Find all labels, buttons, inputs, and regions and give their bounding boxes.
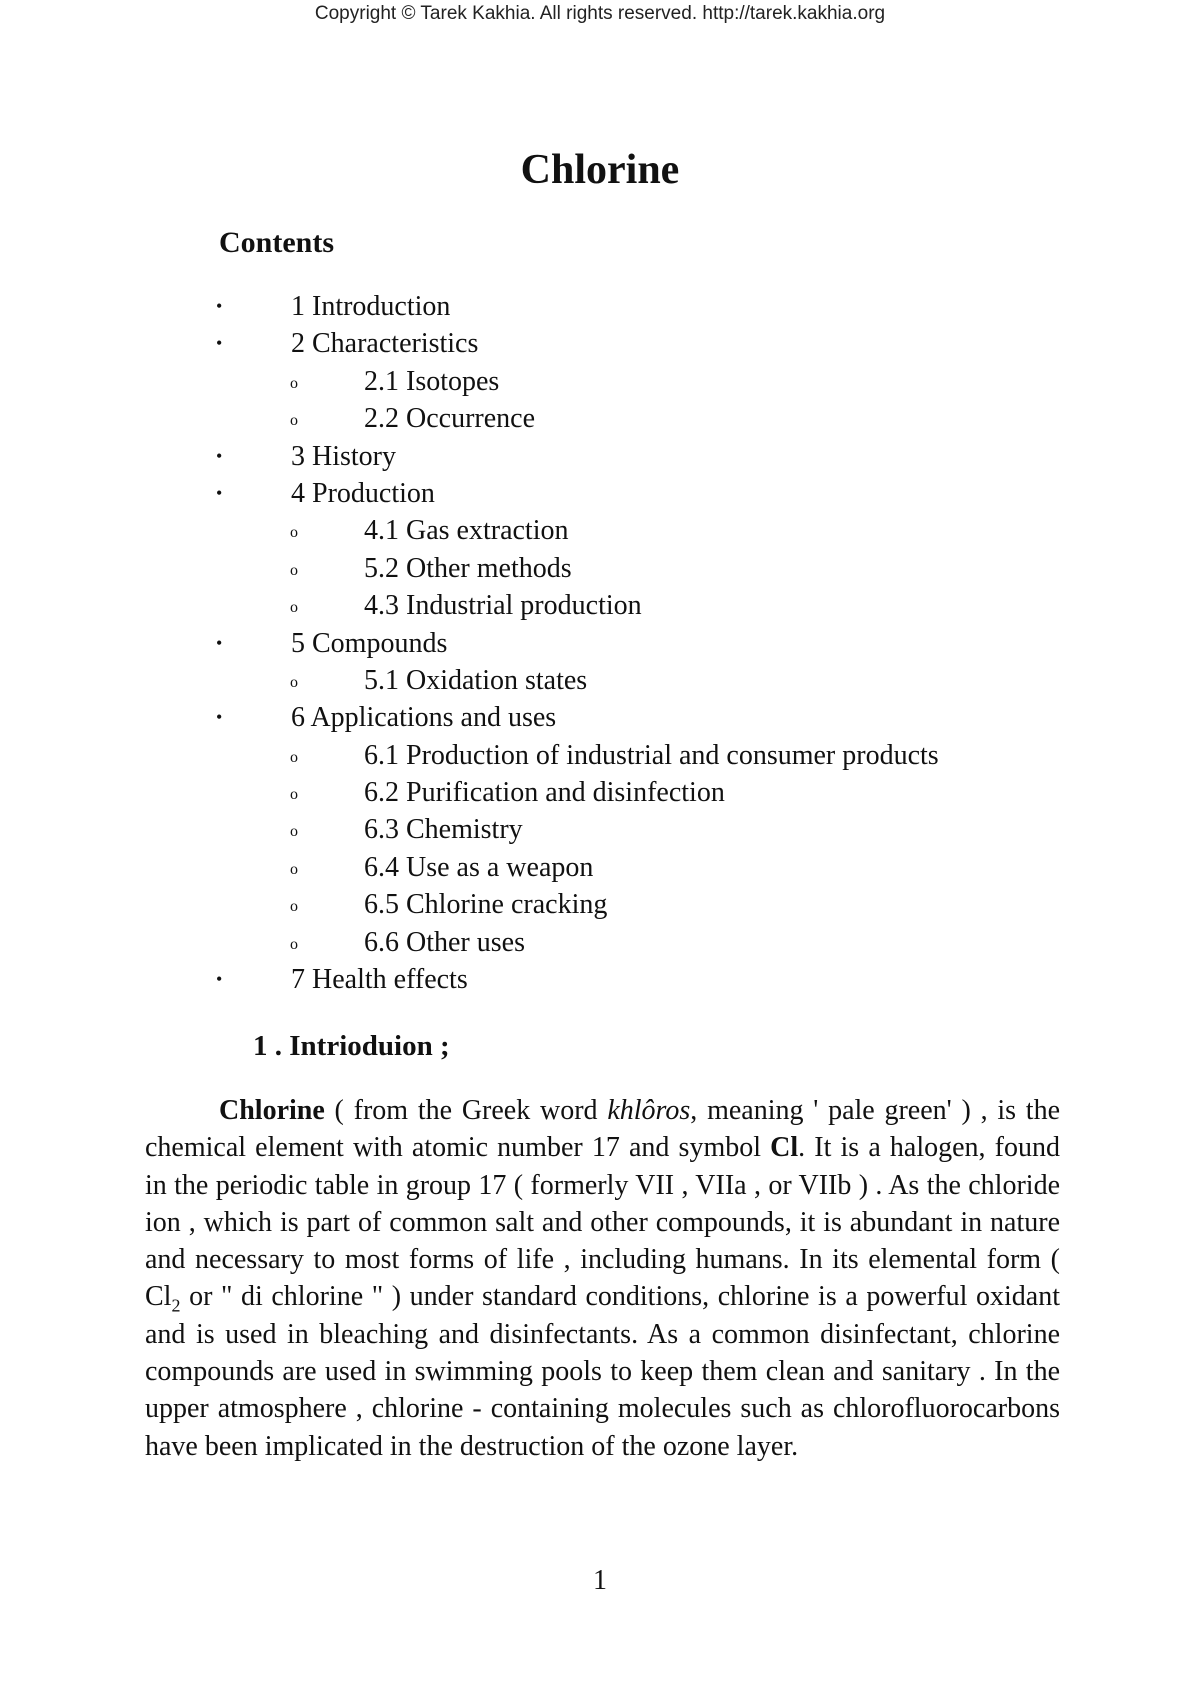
- sub-bullet-icon: o: [290, 898, 298, 916]
- paragraph-text-3: . It is a halogen, found in the periodic table in group 17 ( formerly VII , VIIa , or VIIb ) . As the chloride ion , which is part of common salt and other compounds, it is abundant in nature and necessary to most forms of life , including humans. In its elemental form ( Cl: [145, 1132, 1061, 1313]
- toc-item-label: 3 History: [291, 440, 396, 472]
- toc-item[interactable]: [0, 363, 1200, 400]
- toc-item-label: 5.1 Oxidation states: [364, 664, 588, 696]
- toc-item-label: 4 Production: [291, 477, 435, 509]
- toc-item[interactable]: [0, 811, 1200, 848]
- page-title: Chlorine: [520, 147, 680, 193]
- paragraph-greek-word: khlôros: [607, 1095, 691, 1126]
- toc-item-label: 2.1 Isotopes: [364, 365, 500, 397]
- sub-bullet-icon: o: [290, 524, 298, 542]
- toc-item-label: 4.3 Industrial production: [364, 590, 642, 622]
- toc-item-label: 6.6 Other uses: [364, 926, 525, 958]
- toc-item[interactable]: [0, 961, 1200, 998]
- bullet-icon: •: [216, 632, 223, 653]
- sub-bullet-icon: o: [290, 673, 298, 691]
- toc-item-label: 5.2 Other methods: [364, 552, 572, 584]
- sub-bullet-icon: o: [290, 786, 298, 804]
- toc-item-label: 6.3 Chemistry: [364, 814, 523, 846]
- toc-item-label: 1 Introduction: [291, 291, 451, 322]
- bullet-icon: •: [216, 969, 223, 990]
- toc-item[interactable]: [0, 699, 1200, 736]
- paragraph-symbol: Cl: [770, 1132, 799, 1164]
- toc-item-label: 6.1 Production of industrial and consumer products: [364, 739, 939, 771]
- paragraph-term: Chlorine: [219, 1095, 325, 1126]
- toc-item[interactable]: [0, 587, 1200, 624]
- copyright-header: Copyright © Tarek Kakhia. All rights reserved. http://tarek.kakhia.org: [314, 3, 886, 24]
- bullet-icon: •: [216, 482, 223, 503]
- toc-item[interactable]: [0, 625, 1200, 662]
- paragraph-text-4: or " di chlorine " ) under standard conditions, chlorine is a powerful oxidant and is used in bleaching and disinfectants. As a common disinfectant, chlorine compounds are used in swimming pools to keep them clean and sanitary . In the upper atmosphere , chlorine - containing molecules such as chlorofluorocarbons have been implicated in the destruction of the ozone layer.: [145, 1281, 1060, 1462]
- toc-item[interactable]: [0, 849, 1200, 886]
- toc-item[interactable]: [0, 886, 1200, 923]
- toc-item-label: 6.5 Chlorine cracking: [364, 889, 608, 921]
- toc-item-label: 5 Compounds: [291, 627, 448, 659]
- toc-item-label: 2 Characteristics: [291, 328, 479, 360]
- sub-bullet-icon: o: [290, 748, 298, 766]
- sub-bullet-icon: o: [290, 860, 298, 878]
- toc-item-label: 4.1 Gas extraction: [364, 515, 569, 547]
- paragraph-text-1: ( from the Greek word: [324, 1095, 608, 1126]
- toc-item[interactable]: [0, 550, 1200, 587]
- toc-item-label: 6.4 Use as a weapon: [364, 851, 594, 883]
- toc-item-label: 7 Health effects: [291, 964, 468, 996]
- toc-item[interactable]: [0, 288, 1200, 325]
- bullet-icon: •: [216, 445, 223, 466]
- paragraph-text-2: , meaning ' pale green' ) , is the chemical element with atomic number 17 and symbol: [145, 1095, 1061, 1164]
- sub-bullet-icon: o: [290, 412, 298, 430]
- intro-paragraph: [145, 1092, 1060, 1465]
- toc-item[interactable]: [0, 512, 1200, 549]
- sub-bullet-icon: o: [290, 561, 298, 579]
- bullet-icon: •: [216, 707, 223, 728]
- toc-item[interactable]: [0, 774, 1200, 811]
- page-number: 1: [593, 1565, 607, 1596]
- toc-item-label: 6.2 Purification and disinfection: [364, 777, 725, 809]
- bullet-icon: •: [216, 296, 223, 316]
- toc-item-label: 6 Applications and uses: [291, 702, 557, 734]
- toc-item[interactable]: [0, 662, 1200, 699]
- toc-item[interactable]: [0, 475, 1200, 512]
- toc-item[interactable]: [0, 737, 1200, 774]
- toc-item[interactable]: [0, 325, 1200, 362]
- table-of-contents: [0, 288, 1200, 998]
- toc-item-label: 2.2 Occurrence: [364, 403, 536, 435]
- toc-item[interactable]: [0, 924, 1200, 961]
- paragraph-subscript: 2: [171, 1296, 181, 1317]
- sub-bullet-icon: o: [290, 823, 298, 841]
- toc-item[interactable]: [0, 438, 1200, 475]
- toc-item[interactable]: [0, 400, 1200, 437]
- contents-heading: Contents: [219, 226, 335, 259]
- bullet-icon: •: [216, 333, 223, 354]
- sub-bullet-icon: o: [290, 374, 298, 392]
- section-heading: 1 . Intrioduion ;: [253, 1030, 450, 1062]
- sub-bullet-icon: o: [290, 599, 298, 617]
- sub-bullet-icon: o: [290, 935, 298, 953]
